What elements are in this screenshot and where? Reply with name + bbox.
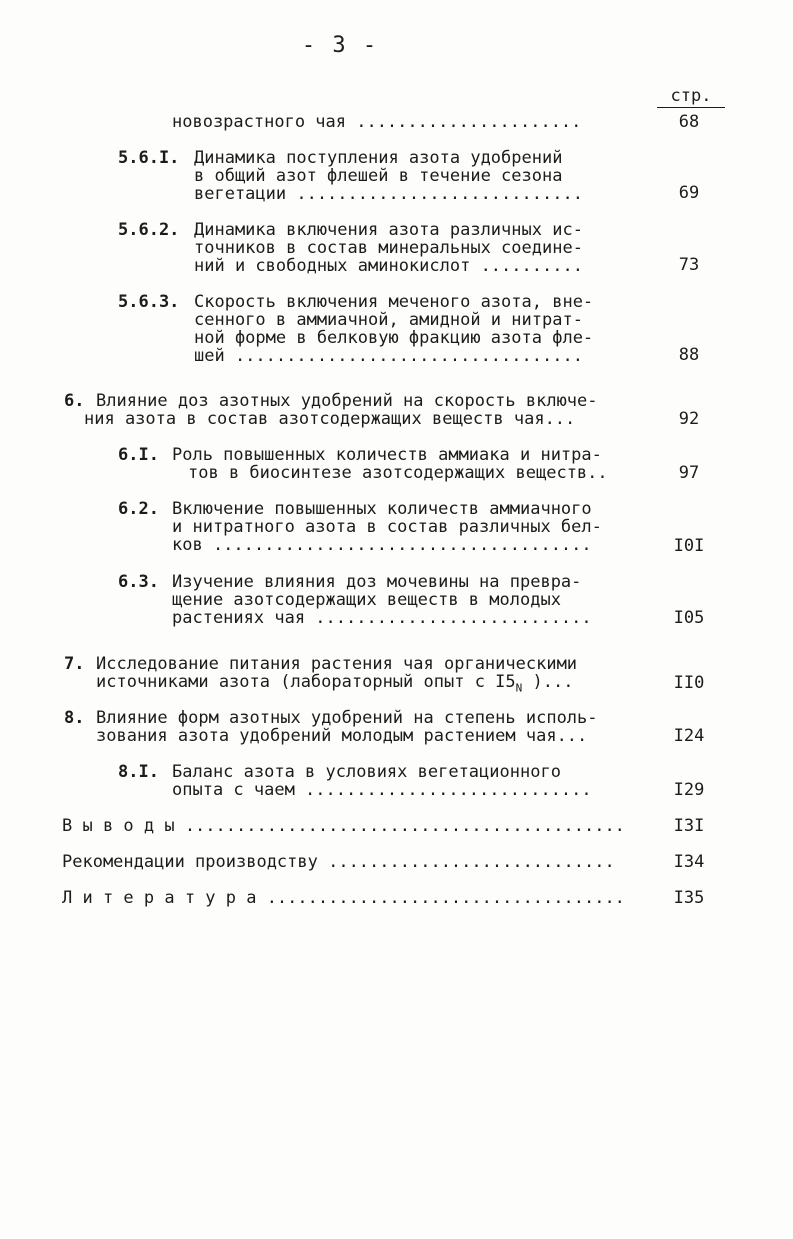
toc-page-number: I24 <box>673 726 705 746</box>
toc-entry-number: 5.6.I. <box>118 148 180 168</box>
toc-entry-line: щение азотсодержащих веществ в молодых <box>172 590 561 610</box>
toc-entry-text <box>84 409 575 429</box>
toc-entry-line: в общий азот флешей в течение сезона <box>194 166 563 186</box>
toc-entry-line: новозрастного чая ...................... <box>172 112 582 132</box>
toc-page-number: I34 <box>673 852 705 872</box>
toc-entry-tail: )... <box>522 672 574 692</box>
toc-entry-number: 6.I. <box>118 445 159 465</box>
toc-entry-text <box>96 726 587 746</box>
toc-page-number: I3I <box>673 816 705 836</box>
toc-entry-line: растениях чая ........................... <box>172 608 592 628</box>
toc-entry-text <box>188 463 608 483</box>
toc-entry-line: ков ..................................... <box>172 535 592 555</box>
page-column-header: стр. <box>657 86 725 108</box>
toc-entry-text <box>194 148 562 168</box>
toc-entry-line: шей .................................. <box>194 346 583 366</box>
toc-entry-text <box>96 391 598 411</box>
toc-entry-text <box>62 888 625 908</box>
toc-entry-text <box>194 238 583 258</box>
toc-entry-number: 5.6.3. <box>118 292 180 312</box>
toc-entry-number: 6.3. <box>118 572 159 592</box>
toc-page-number: 92 <box>678 409 700 429</box>
toc-entry-line: и нитратного азота в состав различных бел- <box>172 517 602 537</box>
toc-entry-line: опыта с чаем ............................ <box>172 780 592 800</box>
toc-entry-line: Л и т е р а т у р а ................................... <box>62 888 625 908</box>
toc-entry-text <box>194 184 583 204</box>
toc-entry-line: зования азота удобрений молодым растением чая... <box>96 726 588 746</box>
toc-entry-line: вегетации ............................ <box>194 184 583 204</box>
toc-entry-line: сенного в аммиачной, амидной и нитрат- <box>194 310 583 330</box>
toc-entry-text <box>172 517 602 537</box>
toc-page-number: 73 <box>678 255 700 275</box>
toc-entry-line: ной форме в белковую фракцию азота фле- <box>194 328 594 348</box>
toc-entry-line: В ы в о д ы ........................................... <box>62 816 625 836</box>
toc-entry-line: тов в биосинтезе азотсодержащих веществ.. <box>188 463 608 483</box>
toc-entry-text <box>194 310 583 330</box>
toc-entry-text <box>194 220 583 240</box>
toc-page-number: 97 <box>678 463 700 483</box>
toc-entry-number: 5.6.2. <box>118 220 180 240</box>
toc-entry-number: 6.2. <box>118 499 159 519</box>
toc-entry-line: ния азота в состав азотсодержащих веществ чая... <box>84 409 576 429</box>
toc-page-number: II0 <box>673 673 705 693</box>
toc-entry-number: 8.I. <box>118 762 159 782</box>
isotope-subscript: N <box>515 681 523 695</box>
toc-entry-text <box>96 672 573 698</box>
toc-entry-line: Динамика поступления азота удобрений <box>194 148 563 168</box>
toc-page-number: 69 <box>678 183 700 203</box>
toc-entry-number: 7. <box>64 654 85 674</box>
toc-entry-line: Включение повышенных количеств аммиачного <box>172 499 592 519</box>
toc-entry-text <box>172 572 581 592</box>
toc-entry-text <box>62 816 625 836</box>
toc-entry-text <box>194 346 583 366</box>
toc-page-number: 88 <box>678 345 700 365</box>
toc-entry-line: Изучение влияния доз мочевины на превра- <box>172 572 582 592</box>
toc-entry-line: Баланс азота в условиях вегетационного <box>172 762 561 782</box>
toc-entry-line: Динамика включения азота различных ис- <box>194 220 583 240</box>
toc-entry-line: Скорость включения меченого азота, вне- <box>194 292 594 312</box>
toc-entry-text <box>194 328 593 348</box>
toc-entry-number: 8. <box>64 708 85 728</box>
toc-entry-text <box>194 256 583 276</box>
toc-page-number: I05 <box>673 608 705 628</box>
toc-page-number: I29 <box>673 780 705 800</box>
toc-entry-text <box>194 166 562 186</box>
toc-entry-text <box>172 780 592 800</box>
toc-entry-line: Влияние доз азотных удобрений на скорость включе- <box>96 391 598 411</box>
toc-page-number: I35 <box>673 888 705 908</box>
toc-entry-text <box>172 762 561 782</box>
toc-entry-text <box>172 112 581 132</box>
toc-entry-text <box>172 499 592 519</box>
toc-entry-text <box>172 608 592 628</box>
toc-entry-text <box>96 654 577 674</box>
toc-page-number: 68 <box>678 112 700 132</box>
toc-entry-text <box>96 708 598 728</box>
toc-entry-line: Исследование питания растения чая органическими <box>96 654 578 674</box>
toc-entry-text <box>172 535 592 555</box>
page-number: - 3 - <box>301 33 379 58</box>
toc-entry-line: ний и свободных аминокислот .......... <box>194 256 583 276</box>
toc-entry-text <box>62 852 615 872</box>
toc-entry-line: точников в состав минеральных соедине- <box>194 238 583 258</box>
toc-entry-line: Рекомендации производству ............................ <box>62 852 615 872</box>
toc-entry-line: источниками азота (лабораторный опыт с I5 <box>96 672 516 692</box>
toc-entry-text <box>194 292 593 312</box>
toc-entry-text <box>172 590 561 610</box>
toc-page-number: I0I <box>673 536 705 556</box>
toc-entry-line: Влияние форм азотных удобрений на степень исполь- <box>96 708 598 728</box>
toc-entry-text <box>172 445 602 465</box>
toc-entry-number: 6. <box>64 391 85 411</box>
toc-entry-line: Роль повышенных количеств аммиака и нитра- <box>172 445 602 465</box>
